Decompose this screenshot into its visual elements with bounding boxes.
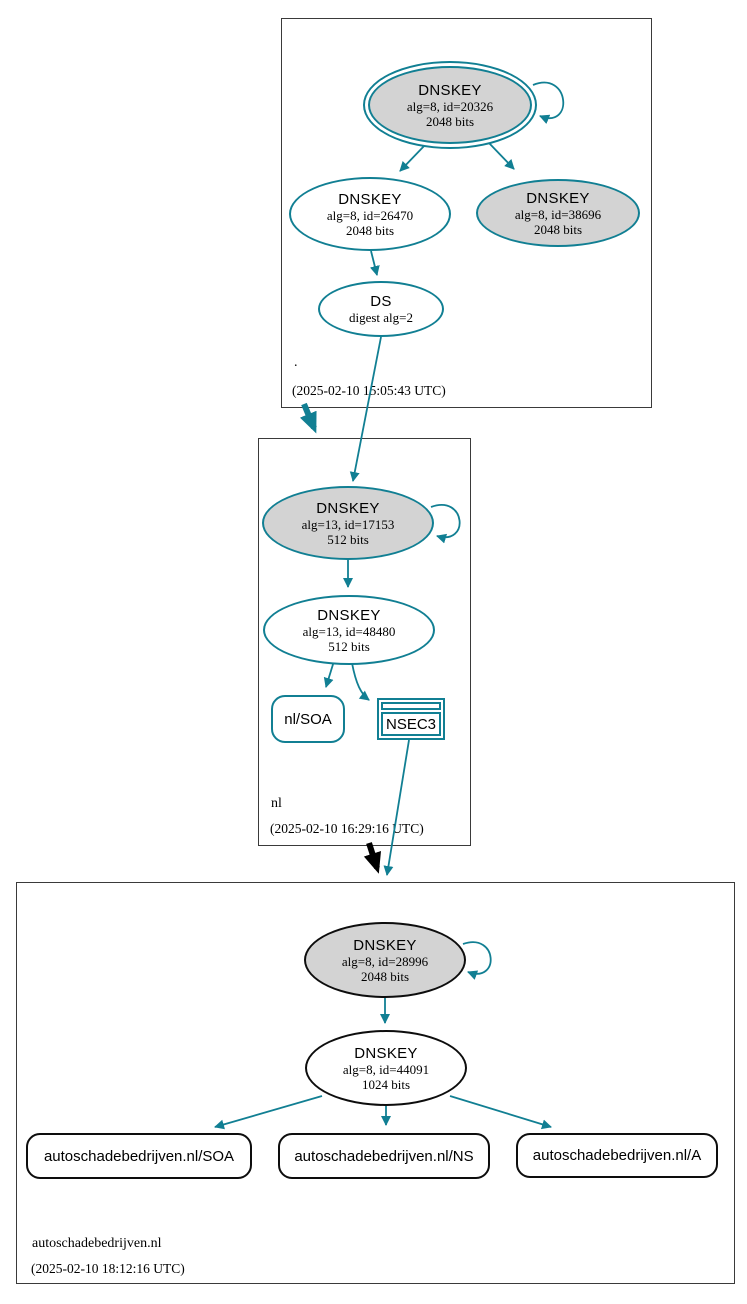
edge-delegation-nl-to-asb [369,843,377,868]
node-bits: 2048 bits [533,221,583,237]
node-detail: alg=8, id=44091 [342,1061,430,1077]
node-asb-soa[interactable] [26,1133,252,1179]
node-asb-dnskey-44091[interactable] [305,1030,467,1106]
node-bits: 2048 bits [360,968,410,984]
node-nl-soa[interactable] [271,695,345,743]
nsec3-label-cell [381,712,441,736]
node-title: DNSKEY [316,499,380,517]
nsec3-header-cell [381,702,441,710]
node-asb-ns[interactable] [278,1133,490,1179]
node-bits: 2048 bits [425,113,475,129]
node-detail: alg=8, id=26470 [326,207,414,223]
zone-label-autoschadebedrijven: autoschadebedrijven.nl [32,1236,162,1251]
zone-timestamp-root: (2025-02-10 15:05:43 UTC) [292,383,446,398]
node-detail: alg=8, id=38696 [514,206,602,222]
node-nl-dnskey-48480[interactable] [263,595,435,665]
node-title: DNSKEY [526,189,590,207]
node-asb-a[interactable] [516,1133,718,1178]
zone-label-root: . [294,355,298,370]
node-title: DNSKEY [418,81,482,99]
node-title: DNSKEY [353,936,417,954]
node-root-ds[interactable] [318,281,444,337]
node-title: DNSKEY [338,190,402,208]
node-nl-dnskey-17153[interactable] [262,486,434,560]
node-bits: 1024 bits [361,1076,411,1092]
zone-timestamp-autoschadebedrijven: (2025-02-10 18:12:16 UTC) [31,1261,185,1276]
zone-timestamp-nl: (2025-02-10 16:29:16 UTC) [270,821,424,836]
node-label: NSEC3 [385,715,437,733]
node-bits: 512 bits [328,638,370,654]
node-root-dnskey-26470[interactable] [289,177,451,251]
node-label: autoschadebedrijven.nl/SOA [43,1147,235,1165]
node-label: autoschadebedrijven.nl/A [532,1147,702,1164]
zone-label-nl: nl [271,796,282,811]
node-nl-nsec3[interactable] [377,698,445,740]
node-detail: digest alg=2 [348,310,414,325]
node-detail: alg=13, id=17153 [301,516,395,532]
node-title: DNSKEY [317,606,381,624]
node-bits: 512 bits [327,531,369,547]
node-title: DNSKEY [354,1044,418,1062]
node-label: autoschadebedrijven.nl/NS [294,1147,474,1165]
node-detail: alg=8, id=20326 [406,98,494,114]
node-detail: alg=13, id=48480 [302,623,396,639]
node-root-ksk-20326[interactable] [363,61,537,149]
node-detail: alg=8, id=28996 [341,953,429,969]
node-bits: 2048 bits [345,222,395,238]
node-title: DS [370,293,392,310]
node-label: nl/SOA [284,710,332,728]
node-root-dnskey-38696[interactable] [476,179,640,247]
node-asb-dnskey-28996[interactable] [304,922,466,998]
